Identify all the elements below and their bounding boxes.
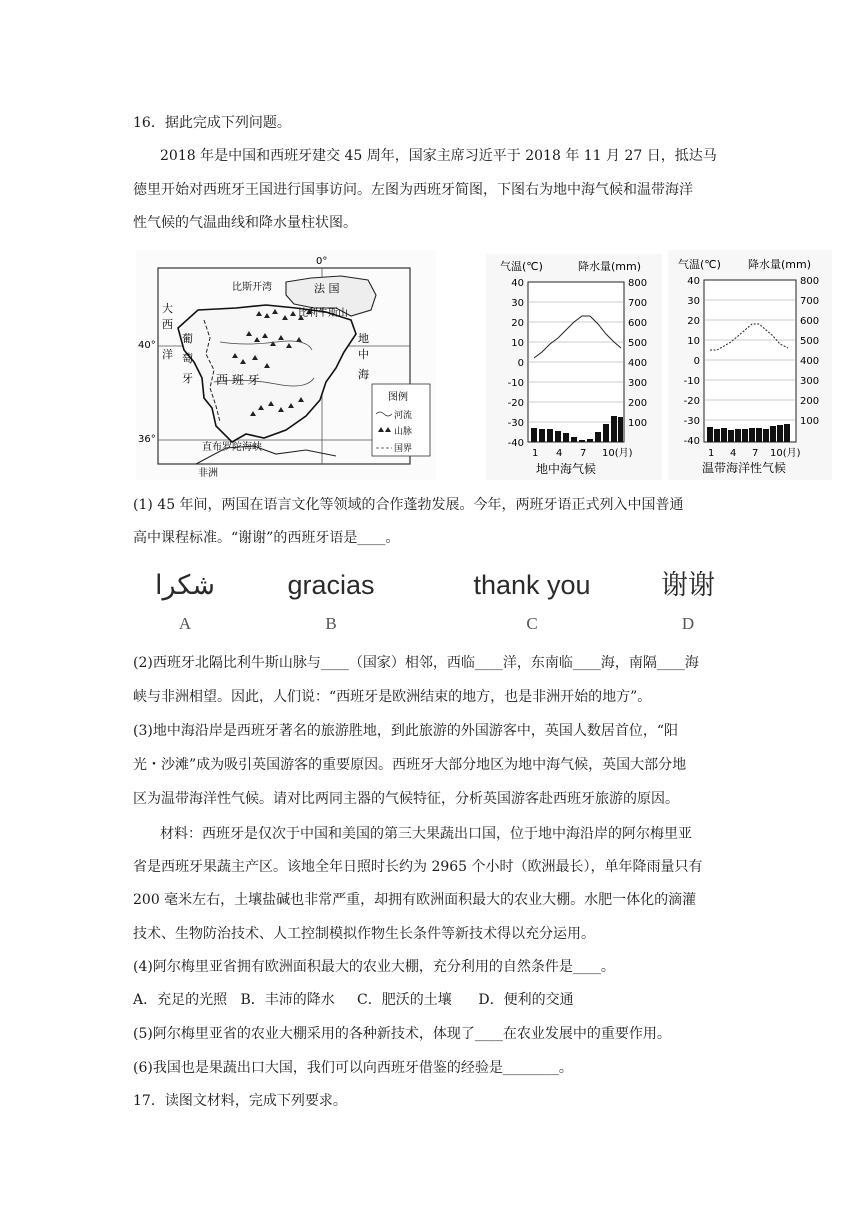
chart2-bar-2 (714, 429, 720, 442)
chart2-precip-tick-100: 100 (800, 416, 820, 427)
chart1-temp-tick-m40: -40 (507, 438, 524, 449)
chart1-month-1: 1 (532, 448, 539, 459)
label-gibraltar: 直布罗陀海峡 (202, 442, 262, 453)
chart2-plot-area (704, 280, 796, 442)
chart2-temp-title: 气温(℃) (678, 258, 721, 271)
part2-line-1: (2)西班牙北隔比利牛斯山脉与____（国家）相邻，西临____洋，东南临____海，南隔____海 (133, 655, 699, 671)
chart2-month-1: 1 (708, 448, 715, 459)
chart1-temp-tick-30: 30 (511, 298, 524, 309)
chart1-precip-tick-600: 600 (628, 318, 648, 329)
label-spain: 西 班 牙 (216, 373, 260, 387)
option-c-letter: C (526, 614, 538, 633)
chart2-bar-5 (735, 429, 741, 442)
label-atlantic-2: 西 (162, 318, 173, 331)
intro-line-1: 2018 年是中国和西班牙建交 45 周年，国家主席习近平于 2018 年 11 月 27 日，抵达马 (160, 148, 717, 164)
label-med-2: 中 (358, 348, 369, 361)
option-d (598, 566, 778, 634)
label-pyrenees: 比利牛斯山 (298, 308, 348, 319)
intro-line-2: 德里开始对西班牙王国进行国事访问。左图为西班牙简图，下图右为地中海气候和温带海洋 (133, 182, 693, 198)
chart2-precip-tick-700: 700 (800, 296, 820, 307)
chart2-bar-4 (728, 430, 734, 442)
chart1-temp-tick-40: 40 (511, 278, 524, 289)
chart2-caption: 温带海洋性气候 (702, 461, 787, 475)
chart1-bar-7 (579, 440, 585, 442)
chart2-temp-tick-20: 20 (687, 316, 700, 327)
part2-line-2: 峡与非洲相望。因此，人们说：“西班牙是欧洲结束的地方，也是非洲开始的地方”。 (133, 689, 652, 705)
chart1-bar-8 (587, 439, 593, 442)
chart1-bar-9 (595, 432, 601, 442)
chart2-temp-tick-m30: -30 (683, 416, 700, 427)
label-biscay: 比斯开湾 (232, 282, 272, 293)
chart2-bar-3 (721, 428, 727, 442)
option-a-word: شكرا (155, 570, 215, 600)
chart1-bar-6 (571, 437, 577, 442)
label-lat-36: 36° (138, 434, 156, 445)
chart1-precip-tick-200: 200 (628, 398, 648, 409)
chart1-month-4: 4 (556, 448, 563, 459)
option-b-word: gracias (287, 570, 375, 600)
legend-river: 河流 (394, 411, 413, 421)
part4-question: (4)阿尔梅里亚省拥有欧洲面积最大的农业大棚，充分利用的自然条件是____。 (133, 959, 615, 975)
chart1-temp-title: 气温(℃) (500, 260, 543, 273)
legend-mountain: 山脉 (394, 427, 413, 437)
material-line-2: 省是西班牙果蔬主产区。该地全年日照时长约为 2965 个小时（欧洲最长），单年降雨量只有 (133, 859, 703, 875)
chart1-bar-3 (547, 429, 553, 442)
part6-question: (6)我国也是果蔬出口大国，我们可以向西班牙借鉴的经验是________。 (133, 1060, 573, 1076)
option-b-letter: B (325, 614, 337, 633)
chart1-precip-tick-700: 700 (628, 298, 648, 309)
material-line-1: 材料：西班牙是仅次于中国和美国的第三大果蔬出口国，位于地中海沿岸的阿尔梅里亚 (160, 826, 692, 842)
part1-line-1: (1) 45 年间，两国在语言文化等领域的合作蓬勃发展。今年，两班牙语正式列入中国普通 (133, 497, 684, 513)
legend-title: 图例 (388, 392, 408, 403)
chart2-bar-10 (770, 426, 776, 442)
option-d-letter: D (681, 614, 695, 633)
chart2-bar-12 (784, 424, 790, 442)
chart1-precip-tick-500: 500 (628, 338, 648, 349)
chart1-temp-tick-m20: -20 (507, 398, 524, 409)
chart1-bar-2 (539, 429, 545, 442)
spain-map-figure (136, 250, 436, 480)
climate-chart-mediterranean (486, 254, 662, 480)
spain-map (136, 250, 436, 480)
chart2-temp-tick-m10: -10 (683, 376, 700, 387)
label-med-1: 地 (358, 332, 369, 345)
part4-options: A．充足的光照 B．丰沛的降水 C．肥沃的土壤 D．便利的交通 (133, 992, 574, 1008)
part1-line-2: 高中课程标准。“谢谢”的西班牙语是____。 (133, 530, 400, 546)
climate-chart-1-svg (486, 254, 662, 480)
label-france: 法 国 (314, 282, 340, 295)
chart2-temp-tick-m40: -40 (683, 436, 700, 447)
chart1-bar-12 (618, 417, 623, 442)
chart2-bar-6 (742, 429, 748, 442)
chart1-bar-4 (555, 431, 561, 442)
chart2-temp-tick-10: 10 (687, 336, 700, 347)
part3-line-1: (3)地中海沿岸是西班牙著名的旅游胜地，到此旅游的外国游客中，英国人数居首位，“阳 (133, 723, 678, 739)
chart2-month-10: 10(月) (770, 448, 801, 459)
option-c-word: thank you (473, 570, 591, 600)
chart2-precip-tick-400: 400 (800, 356, 820, 367)
chart2-precip-tick-600: 600 (800, 316, 820, 327)
part5-question: (5)阿尔梅里亚省的农业大棚采用的各种新技术，体现了____在农业发展中的重要作用。 (133, 1026, 671, 1042)
chart2-bar-7 (749, 428, 755, 442)
climate-chart-2-svg (668, 250, 832, 480)
label-atlantic-1: 大 (162, 302, 173, 315)
chart2-bar-1 (707, 427, 713, 442)
chart1-temp-tick-m30: -30 (507, 418, 524, 429)
chart1-caption: 地中海气候 (536, 462, 597, 476)
label-lat-40: 40° (138, 340, 156, 351)
label-lon-0: 0° (316, 256, 328, 267)
label-atlantic-3: 洋 (162, 348, 173, 361)
chart1-temp-tick-10: 10 (511, 338, 524, 349)
chart2-precip-tick-200: 200 (800, 396, 820, 407)
chart1-precip-tick-100: 100 (628, 418, 648, 429)
chart1-temp-tick-0: 0 (517, 358, 524, 369)
chart2-temp-tick-30: 30 (687, 296, 700, 307)
chart1-precip-tick-800: 800 (628, 278, 648, 289)
label-med-3: 海 (358, 368, 369, 381)
chart1-precip-tick-400: 400 (628, 358, 648, 369)
option-c (442, 566, 622, 634)
chart1-bar-5 (563, 433, 569, 442)
climate-chart-maritime (668, 250, 832, 480)
intro-line-3: 性气候的气温曲线和降水量柱状图。 (133, 215, 357, 231)
chart1-temp-tick-m10: -10 (507, 378, 524, 389)
option-d-word: 谢谢 (661, 570, 715, 600)
chart1-temp-tick-20: 20 (511, 318, 524, 329)
question-16-header: 16．据此完成下列问题。 (133, 115, 291, 131)
chart2-precip-tick-800: 800 (800, 276, 820, 287)
chart1-precip-title: 降水量(mm) (578, 260, 642, 273)
option-b (241, 566, 421, 634)
material-line-3: 200 毫米左右，土壤盐碱也非常严重，却拥有欧洲面积最大的农业大棚。水肥一体化的滴灌 (133, 892, 697, 908)
chart2-precip-tick-300: 300 (800, 376, 820, 387)
part3-line-2: 光・沙滩”成为吸引英国游客的重要原因。西班牙大部分地区为地中海气候，英国大部分地 (133, 757, 687, 773)
chart2-month-7: 7 (752, 448, 759, 459)
label-africa: 非洲 (198, 468, 218, 479)
chart1-precip-tick-300: 300 (628, 378, 648, 389)
chart2-temp-tick-m20: -20 (683, 396, 700, 407)
label-portugal-1: 葡 (182, 332, 193, 345)
chart2-temp-tick-0: 0 (693, 356, 700, 367)
chart2-bar-11 (777, 425, 783, 442)
chart1-bar-11 (611, 416, 617, 442)
part3-line-3: 区为温带海洋性气候。请对比两同主器的气候特征，分析英国游客赴西班牙旅游的原因。 (133, 791, 679, 807)
chart2-precip-tick-500: 500 (800, 336, 820, 347)
chart2-bar-8 (756, 428, 762, 442)
material-line-4: 技术、生物防治技术、人工控制模拟作物生长条件等新技术得以充分运用。 (133, 926, 595, 942)
chart1-bar-1 (531, 428, 537, 442)
chart2-bar-9 (763, 429, 769, 442)
option-a-letter: A (178, 614, 192, 633)
chart1-month-10: 10(月) (602, 448, 633, 459)
legend-border: 国界 (394, 444, 413, 454)
chart2-month-4: 4 (730, 448, 737, 459)
chart2-precip-title: 降水量(mm) (748, 258, 812, 271)
chart2-temp-tick-40: 40 (687, 276, 700, 287)
question-17-header: 17．读图文材料，完成下列要求。 (133, 1093, 347, 1109)
chart1-month-7: 7 (580, 448, 587, 459)
chart1-bar-10 (603, 424, 609, 442)
label-portugal-3: 牙 (182, 372, 193, 385)
label-portugal-2: 萄 (182, 352, 193, 365)
